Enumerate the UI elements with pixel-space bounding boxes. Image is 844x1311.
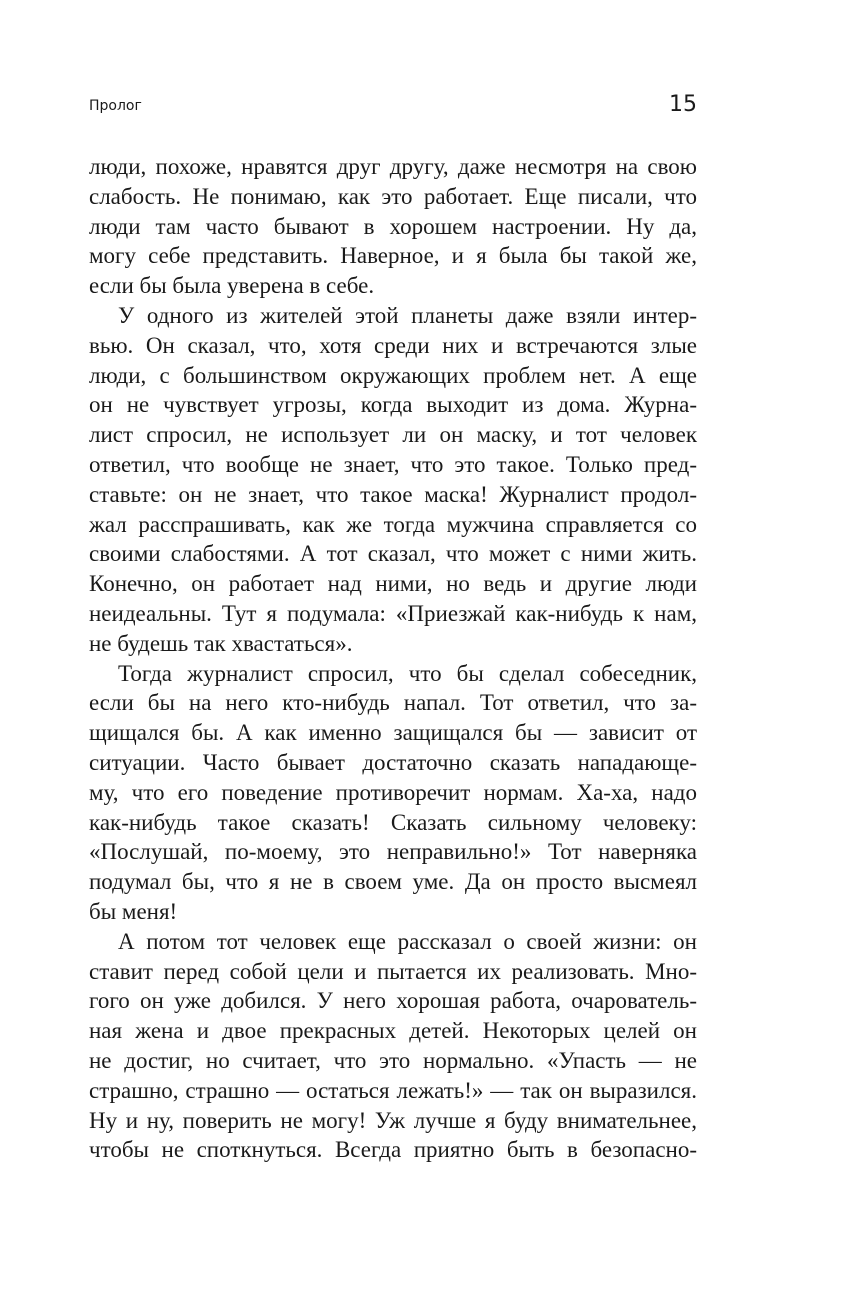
paragraph [89, 659, 697, 927]
text-line: жал расспрашивать, как же тогда мужчина справляется со [89, 511, 697, 537]
text-line: если бы на него кто-нибудь напал. Тот ответил, что за- [89, 690, 697, 716]
text-line: У одного из жителей этой планеты даже взяли интер- [118, 302, 697, 328]
text-line: неидеальны. Тут я подумала: «Приезжай как-нибудь к нам, [89, 600, 697, 626]
paragraph [89, 152, 697, 301]
text-line: ситуации. Часто бывает достаточно сказать нападающе- [89, 749, 697, 775]
text-line: он не чувствует угрозы, когда выходит из дома. Журна- [89, 392, 697, 418]
text-line: гого он уже добился. У него хорошая работа, очарователь- [89, 988, 697, 1014]
text-line: ставит перед собой цели и пытается их реализовать. Мно- [89, 958, 697, 984]
text-line: страшно, страшно — остаться лежать!» — так он выразился. [89, 1077, 697, 1103]
text-line: слабость. Не понимаю, как это работает. Еще писали, что [89, 183, 697, 209]
text-line: своими слабостями. А тот сказал, что может с ними жить. [89, 541, 697, 567]
text-line: не будешь так хвастаться». [89, 630, 353, 656]
text-line: чтобы не споткнуться. Всегда приятно быть в безопасно- [89, 1137, 697, 1163]
text-line: щищался бы. А как именно защищался бы — зависит от [89, 720, 697, 746]
text-line: как-нибудь такое сказать! Сказать сильному человеку: [89, 809, 697, 835]
text-line: могу себе представить. Наверное, и я была бы такой же, [89, 243, 697, 269]
text-line: люди там часто бывают в хорошем настроении. Ну да, [89, 213, 697, 239]
paragraph [89, 301, 697, 659]
text-line: если бы была уверена в себе. [89, 273, 375, 299]
text-line: Конечно, он работает над ними, но ведь и другие люди [89, 571, 697, 597]
page-number: 15 [669, 92, 697, 117]
text-line: ная жена и двое прекрасных детей. Некоторых целей он [89, 1018, 697, 1044]
text-line: му, что его поведение противоречит нормам. Ха-ха, надо [89, 779, 697, 805]
text-line: «Послушай, по-моему, это неправильно!» Тот наверняка [89, 839, 697, 865]
body-text [89, 152, 697, 1165]
text-line: ставьте: он не знает, что такое маска! Журналист продол- [89, 481, 697, 507]
text-line: бы меня! [89, 898, 178, 924]
text-line: подумал бы, что я не в своем уме. Да он просто высмеял [89, 869, 697, 895]
text-line: не достиг, но считает, что это нормально. «Упасть — не [89, 1047, 697, 1073]
text-line: А потом тот человек еще рассказал о своей жизни: он [118, 928, 697, 954]
paragraph [89, 927, 697, 1165]
text-line: люди, с большинством окружающих проблем нет. А еще [89, 362, 697, 388]
text-line: ответил, что вообще не знает, что это такое. Только пред- [89, 451, 697, 477]
running-head: Пролог [89, 98, 142, 114]
text-line: лист спросил, не использует ли он маску, и тот человек [89, 422, 697, 448]
text-line: Тогда журналист спросил, что бы сделал собеседник, [118, 660, 697, 686]
text-line: Ну и ну, поверить не могу! Уж лучше я буду внимательнее, [89, 1107, 697, 1133]
text-line: вью. Он сказал, что, хотя среди них и встречаются злые [89, 332, 697, 358]
text-line: люди, похоже, нравятся друг другу, даже несмотря на свою [89, 154, 697, 179]
